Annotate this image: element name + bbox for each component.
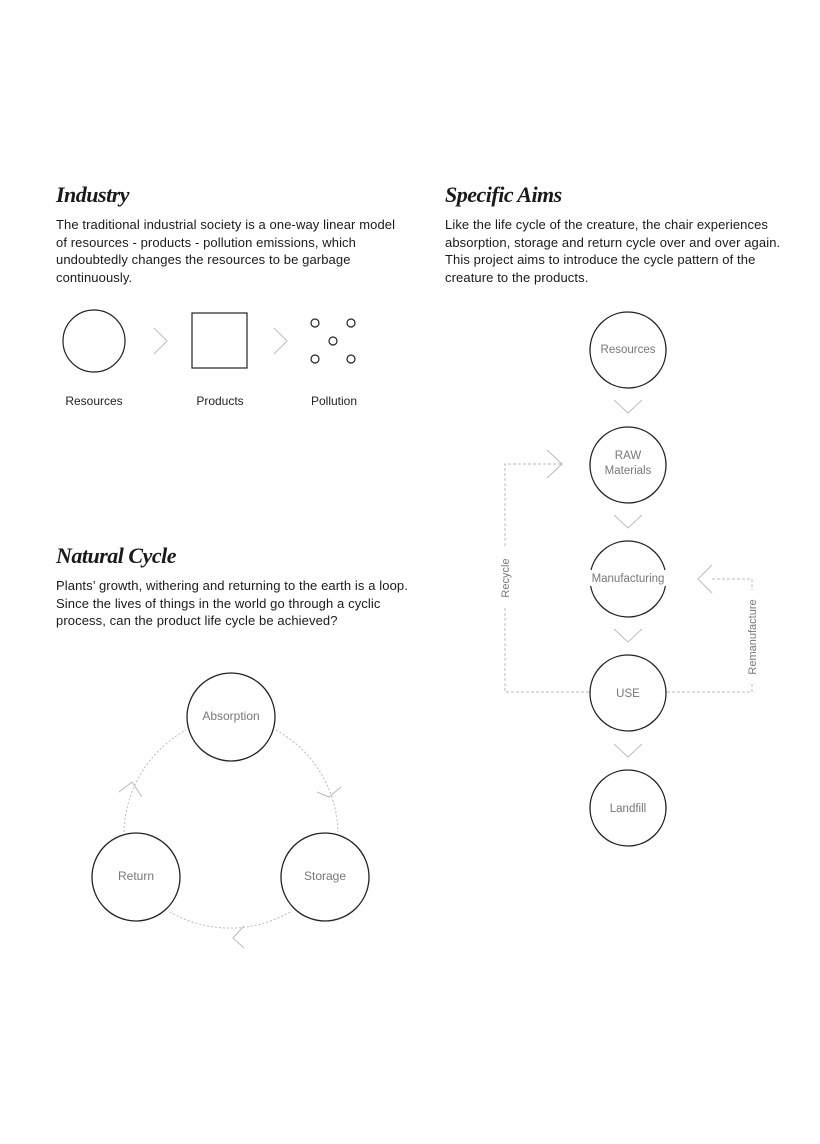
chevron-left-icon: [698, 565, 712, 593]
industry-diagram: [63, 310, 357, 408]
chevron-down-icon: [614, 400, 642, 413]
remanufacture-loop-line: [667, 579, 752, 692]
chevron-icon: [233, 926, 244, 948]
return-label: Return: [117, 869, 155, 883]
chevron-down-icon: [614, 515, 642, 528]
products-square: [192, 313, 247, 368]
chevron-right-icon: [154, 328, 167, 354]
remanufacture-label: Remanufacture: [747, 599, 759, 675]
landfill-node-label: Landfill: [609, 803, 647, 815]
chevron-right-icon: [274, 328, 287, 354]
recycle-label: Recycle: [500, 558, 512, 598]
natural-cycle-diagram: [92, 673, 369, 948]
chevron-down-icon: [614, 744, 642, 757]
resources-label: Resources: [65, 394, 123, 408]
natural-text: Plants’ growth, withering and returning to the earth is a loop. Since the lives of things in the world go through a cyclic process, can the product life cycle be achieved?: [56, 578, 408, 628]
resources-node-label: Resources: [600, 344, 656, 356]
raw-line2-label: Materials: [604, 465, 652, 477]
industry-text: The traditional industrial society is a one-way linear model of resources - products - pollution emissions, which undoubtedly changes the resources to be garbage continuously.: [56, 217, 396, 285]
raw-line1-label: RAW: [614, 450, 642, 462]
pollution-dots: [311, 319, 355, 363]
recycle-loop-line: [505, 464, 589, 692]
products-label: Products: [196, 394, 244, 408]
natural-title: Natural Cycle: [56, 543, 176, 568]
industry-title: Industry: [56, 182, 130, 207]
manufacturing-node-label: Manufacturing: [591, 573, 665, 585]
storage-label: Storage: [303, 869, 347, 883]
aims-text: Like the life cycle of the creature, the chair experiences absorption, storage and return cycle over and over again. This project aims to introduce the cycle pattern of the creature to the products.: [445, 217, 781, 285]
use-node-label: USE: [616, 688, 640, 700]
product-flow-diagram: [497, 312, 760, 846]
aims-title: Specific Aims: [445, 182, 562, 207]
resources-circle: [63, 310, 125, 372]
absorption-label: Absorption: [202, 709, 260, 723]
chevron-down-icon: [614, 629, 642, 642]
pollution-label: Pollution: [310, 394, 358, 408]
